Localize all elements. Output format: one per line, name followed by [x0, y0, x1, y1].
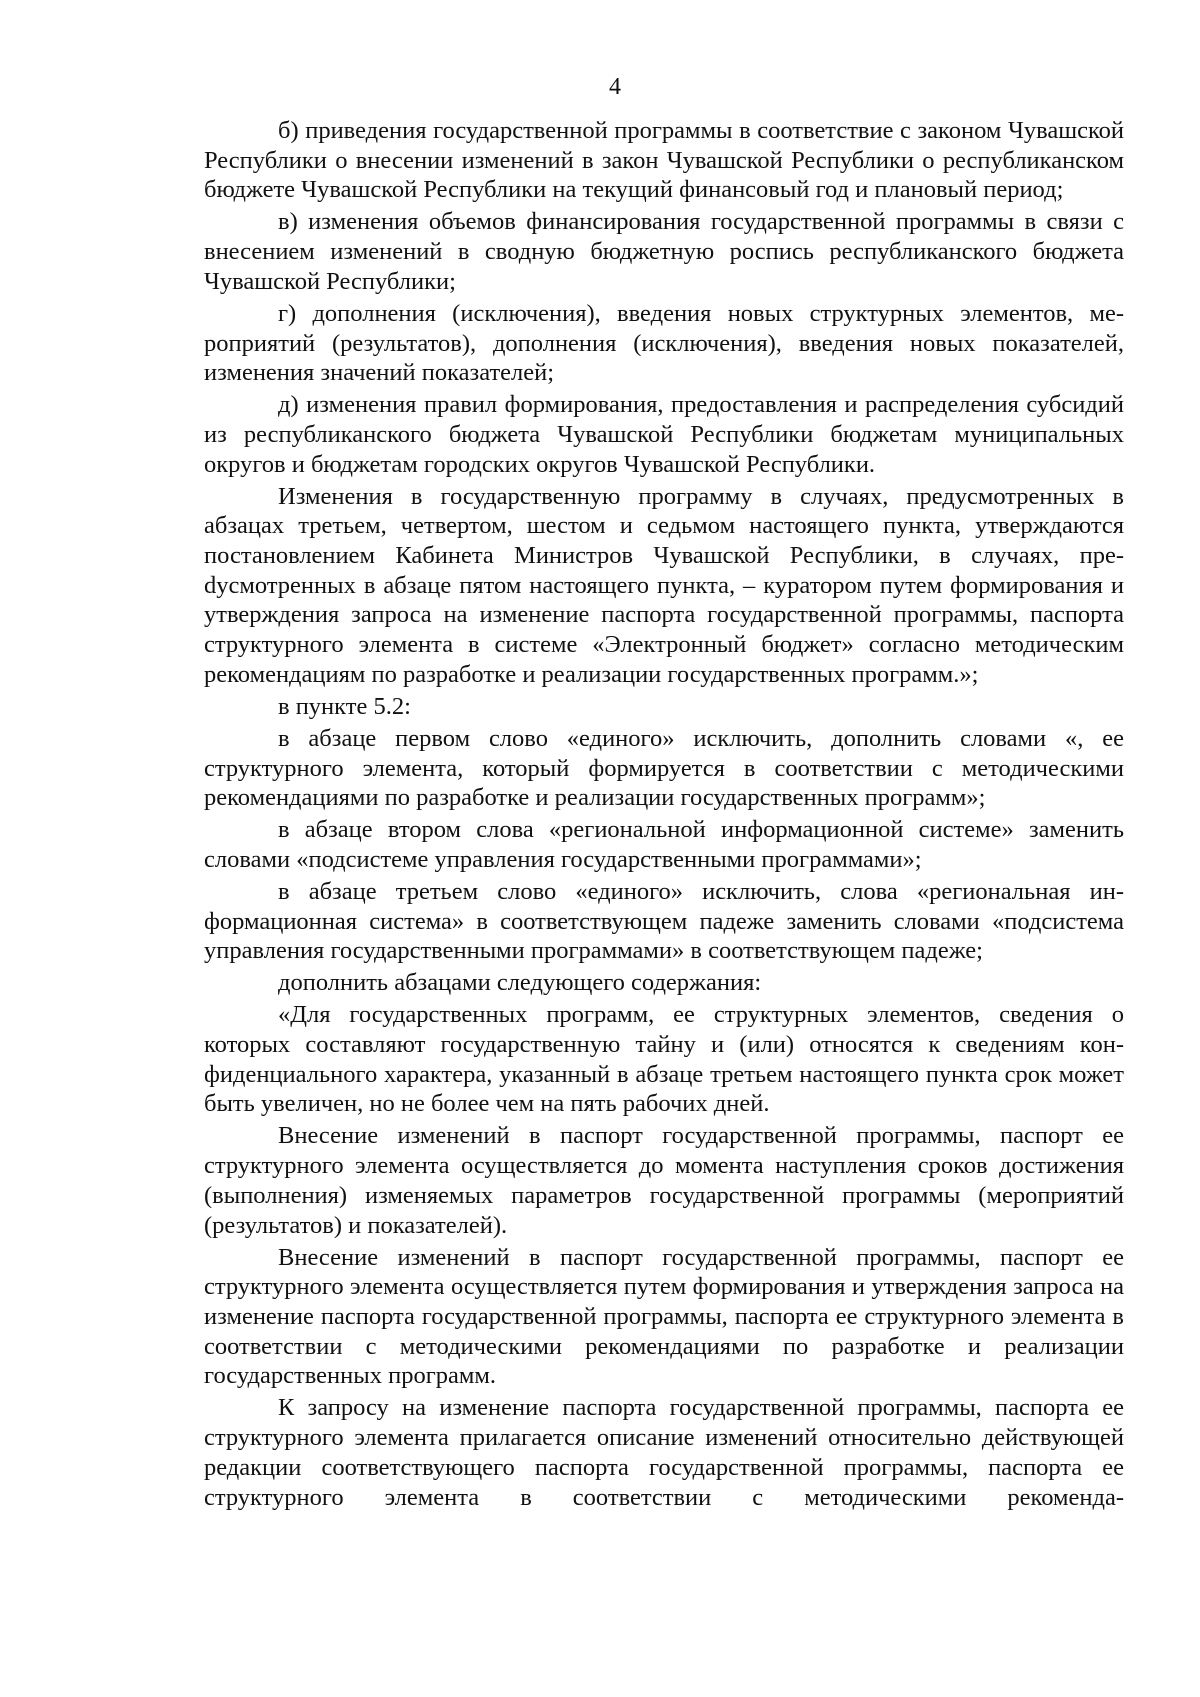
paragraph: в абзаце первом слово «единого» исключить, дополнить словами «, ее структурного элемента, который формируется в соответствии с методическими рекомендациями по разработке и реализации государственных программ»;	[204, 724, 1124, 812]
paragraph: в) изменения объемов финансирования государственной программы в связи с внесением изменений в сводную бюджетную роспись республиканского бюджета Чувашской Республики;	[204, 208, 1124, 295]
paragraph: Внесение изменений в паспорт государственной программы, паспорт ее структурного элемента осуществляется до момента наступления сроков достижения (выполнения) изменяемых параметров государственной программы (мероприятий (результатов) и показателей).	[204, 1122, 1124, 1239]
paragraph: г) дополнения (исключения), введения новых структурных элементов, мероприятий (результатов), дополнения (исключения), введения новых показателей, изменения значений показателей;	[204, 299, 1124, 387]
paragraph: Изменения в государственную программу в случаях, предусмотренных в абзацах третьем, четвертом, шестом и седьмом настоящего пункта, утверждаются постановлением Кабинета Министров Чувашской Республики, в случаях, преdусмотренных в абзаце пятом настоящего пункта, – куратором путем формирования и утверждения запроса на изменение паспорта государственной программы, паспорта структурного элемента в системе «Электронный бюджет» согласно методическим рекомендациям по разработке и реализации государственных программ.»;	[204, 482, 1124, 688]
paragraph: в пункте 5.2:	[278, 692, 411, 720]
paragraph: Внесение изменений в паспорт государственной программы, паспорт ее структурного элемента осуществляется путем формирования и утверждения запроса на изменение паспорта государственной программы, паспорта ее структурного элемента в соответствии с методическими рекомендациями по разработке и реализации государственных программ.	[204, 1243, 1124, 1390]
paragraph: в абзаце втором слова «региональной информационной системе» заменить словами «подсистеме управления государственными программами»;	[204, 816, 1124, 873]
document-body	[204, 116, 1124, 1515]
paragraph: б) приведения государственной программы в соответствие с законом Чувашской Республики о внесении изменений в закон Чувашской Республики о республиканском бюджете Чувашской Республики на текущий финансовый год и плановый период;	[204, 117, 1124, 204]
paragraph: дополнить абзацами следующего содержания:	[278, 969, 762, 997]
paragraph: К запросу на изменение паспорта государственной программы, паспорта ее структурного элемента прилагается описание изменений относительно действующей редакции соответствующего паспорта государственной программы, паспорта ее структурного элемента в соответствии с методическими рекоменда-	[204, 1394, 1124, 1511]
paragraph: в абзаце третьем слово «единого» исключить, слова «региональная информационная система» в соответствующем падеже заменить словами «подсистема управления государственными программами» в соответствующем падеже;	[204, 877, 1124, 965]
page-number: 4	[609, 74, 621, 100]
paragraph: «Для государственных программ, ее структурных элементов, сведения о которых составляют государственную тайну и (или) относятся к сведениям конфиденциального характера, указанный в абзаце третьем настоящего пункта срок может быть увеличен, но не более чем на пять рабочих дней.	[204, 1001, 1124, 1118]
paragraph: д) изменения правил формирования, предоставления и распределения субсидий из республиканского бюджета Чувашской Республики бюджетам муниципальных округов и бюджетам городских округов Чувашской Республики.	[204, 391, 1124, 478]
